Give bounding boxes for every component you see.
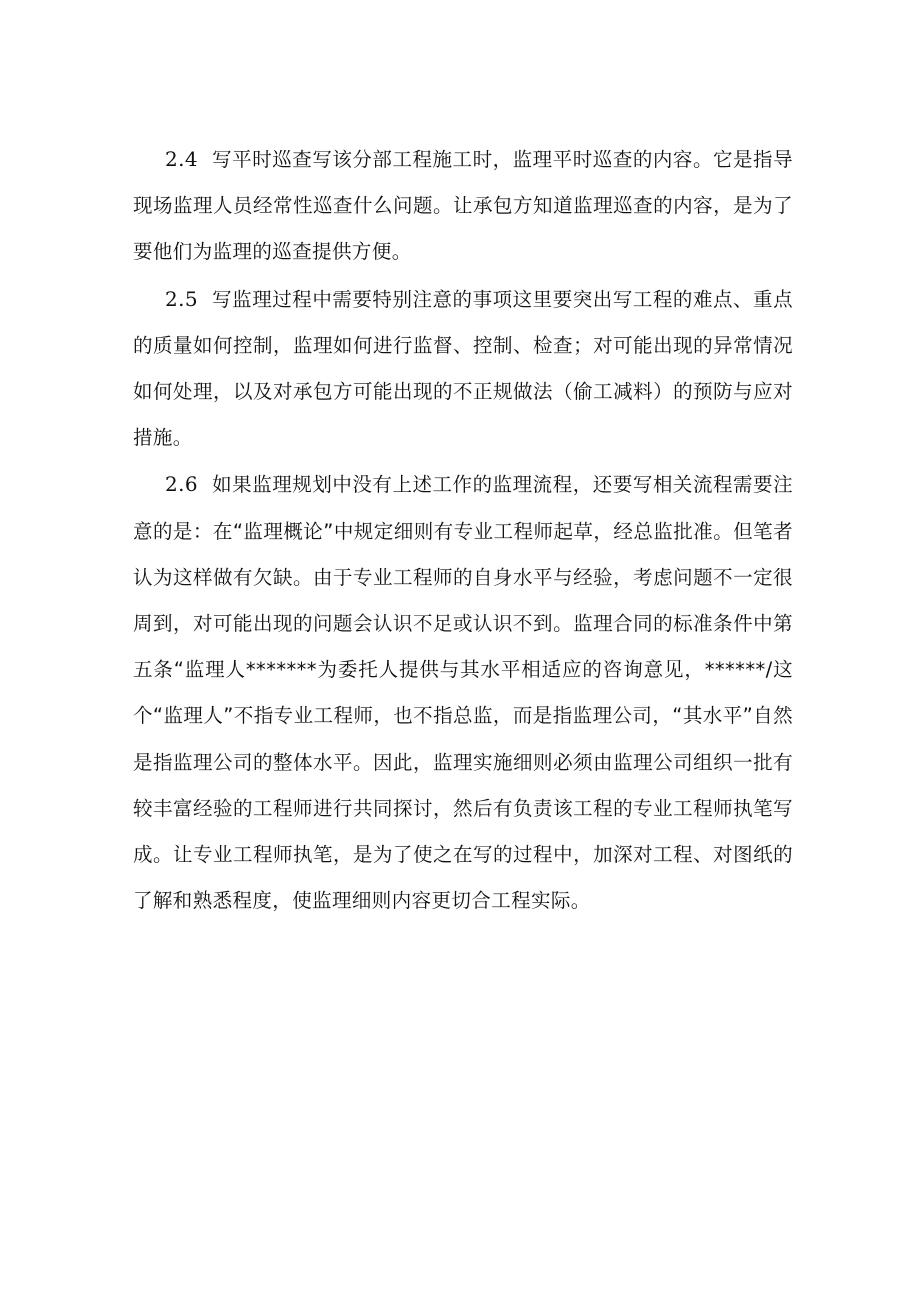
paragraph-2-6 <box>133 461 793 924</box>
document-body <box>133 136 793 924</box>
paragraph-text: 如果监理规划中没有上述工作的监理流程，还要写相关流程需要注意的是：在“监理概论”中规定细则有专业工程师起草，经总监批准。但笔者认为这样做有欠缺。由于专业工程师的自身水平与经验，考虑问题不一定很周到，对可能出现的问题会认识不足或认识不到。监理合同的标准条件中第五条“监理人*******为委托人提供与其水平相适应的咨询意见，******/这个“监理人”不指专业工程师，也不指总监，而是指监理公司，“其水平”自然是指监理公司的整体水平。因此，监理实施细则必须由监理公司组织一批有较丰富经验的工程师进行共同探讨，然后有负责该工程的专业工程师执笔写成。让专业工程师执笔，是为了使之在写的过程中，加深对工程、对图纸的了解和熟悉程度，使监理细则内容更切合工程实际。 <box>133 473 793 913</box>
paragraph-2-4 <box>133 136 793 276</box>
section-number: 2.5 <box>165 286 199 311</box>
paragraph-text: 写平时巡查写该分部工程施工时，监理平时巡查的内容。它是指导现场监理人员经常性巡查什么问题。让承包方知道监理巡查的内容，是为了要他们为监理的巡查提供方便。 <box>133 148 793 264</box>
paragraph-text: 写监理过程中需要特别注意的事项这里要突出写工程的难点、重点的质量如何控制，监理如何进行监督、控制、检查；对可能出现的异常情况如何处理，以及对承包方可能出现的不正规做法（偷工减料）的预防与应对措施。 <box>133 287 793 450</box>
section-number: 2.6 <box>165 472 199 497</box>
paragraph-2-5 <box>133 276 793 462</box>
section-number: 2.4 <box>165 147 199 171</box>
